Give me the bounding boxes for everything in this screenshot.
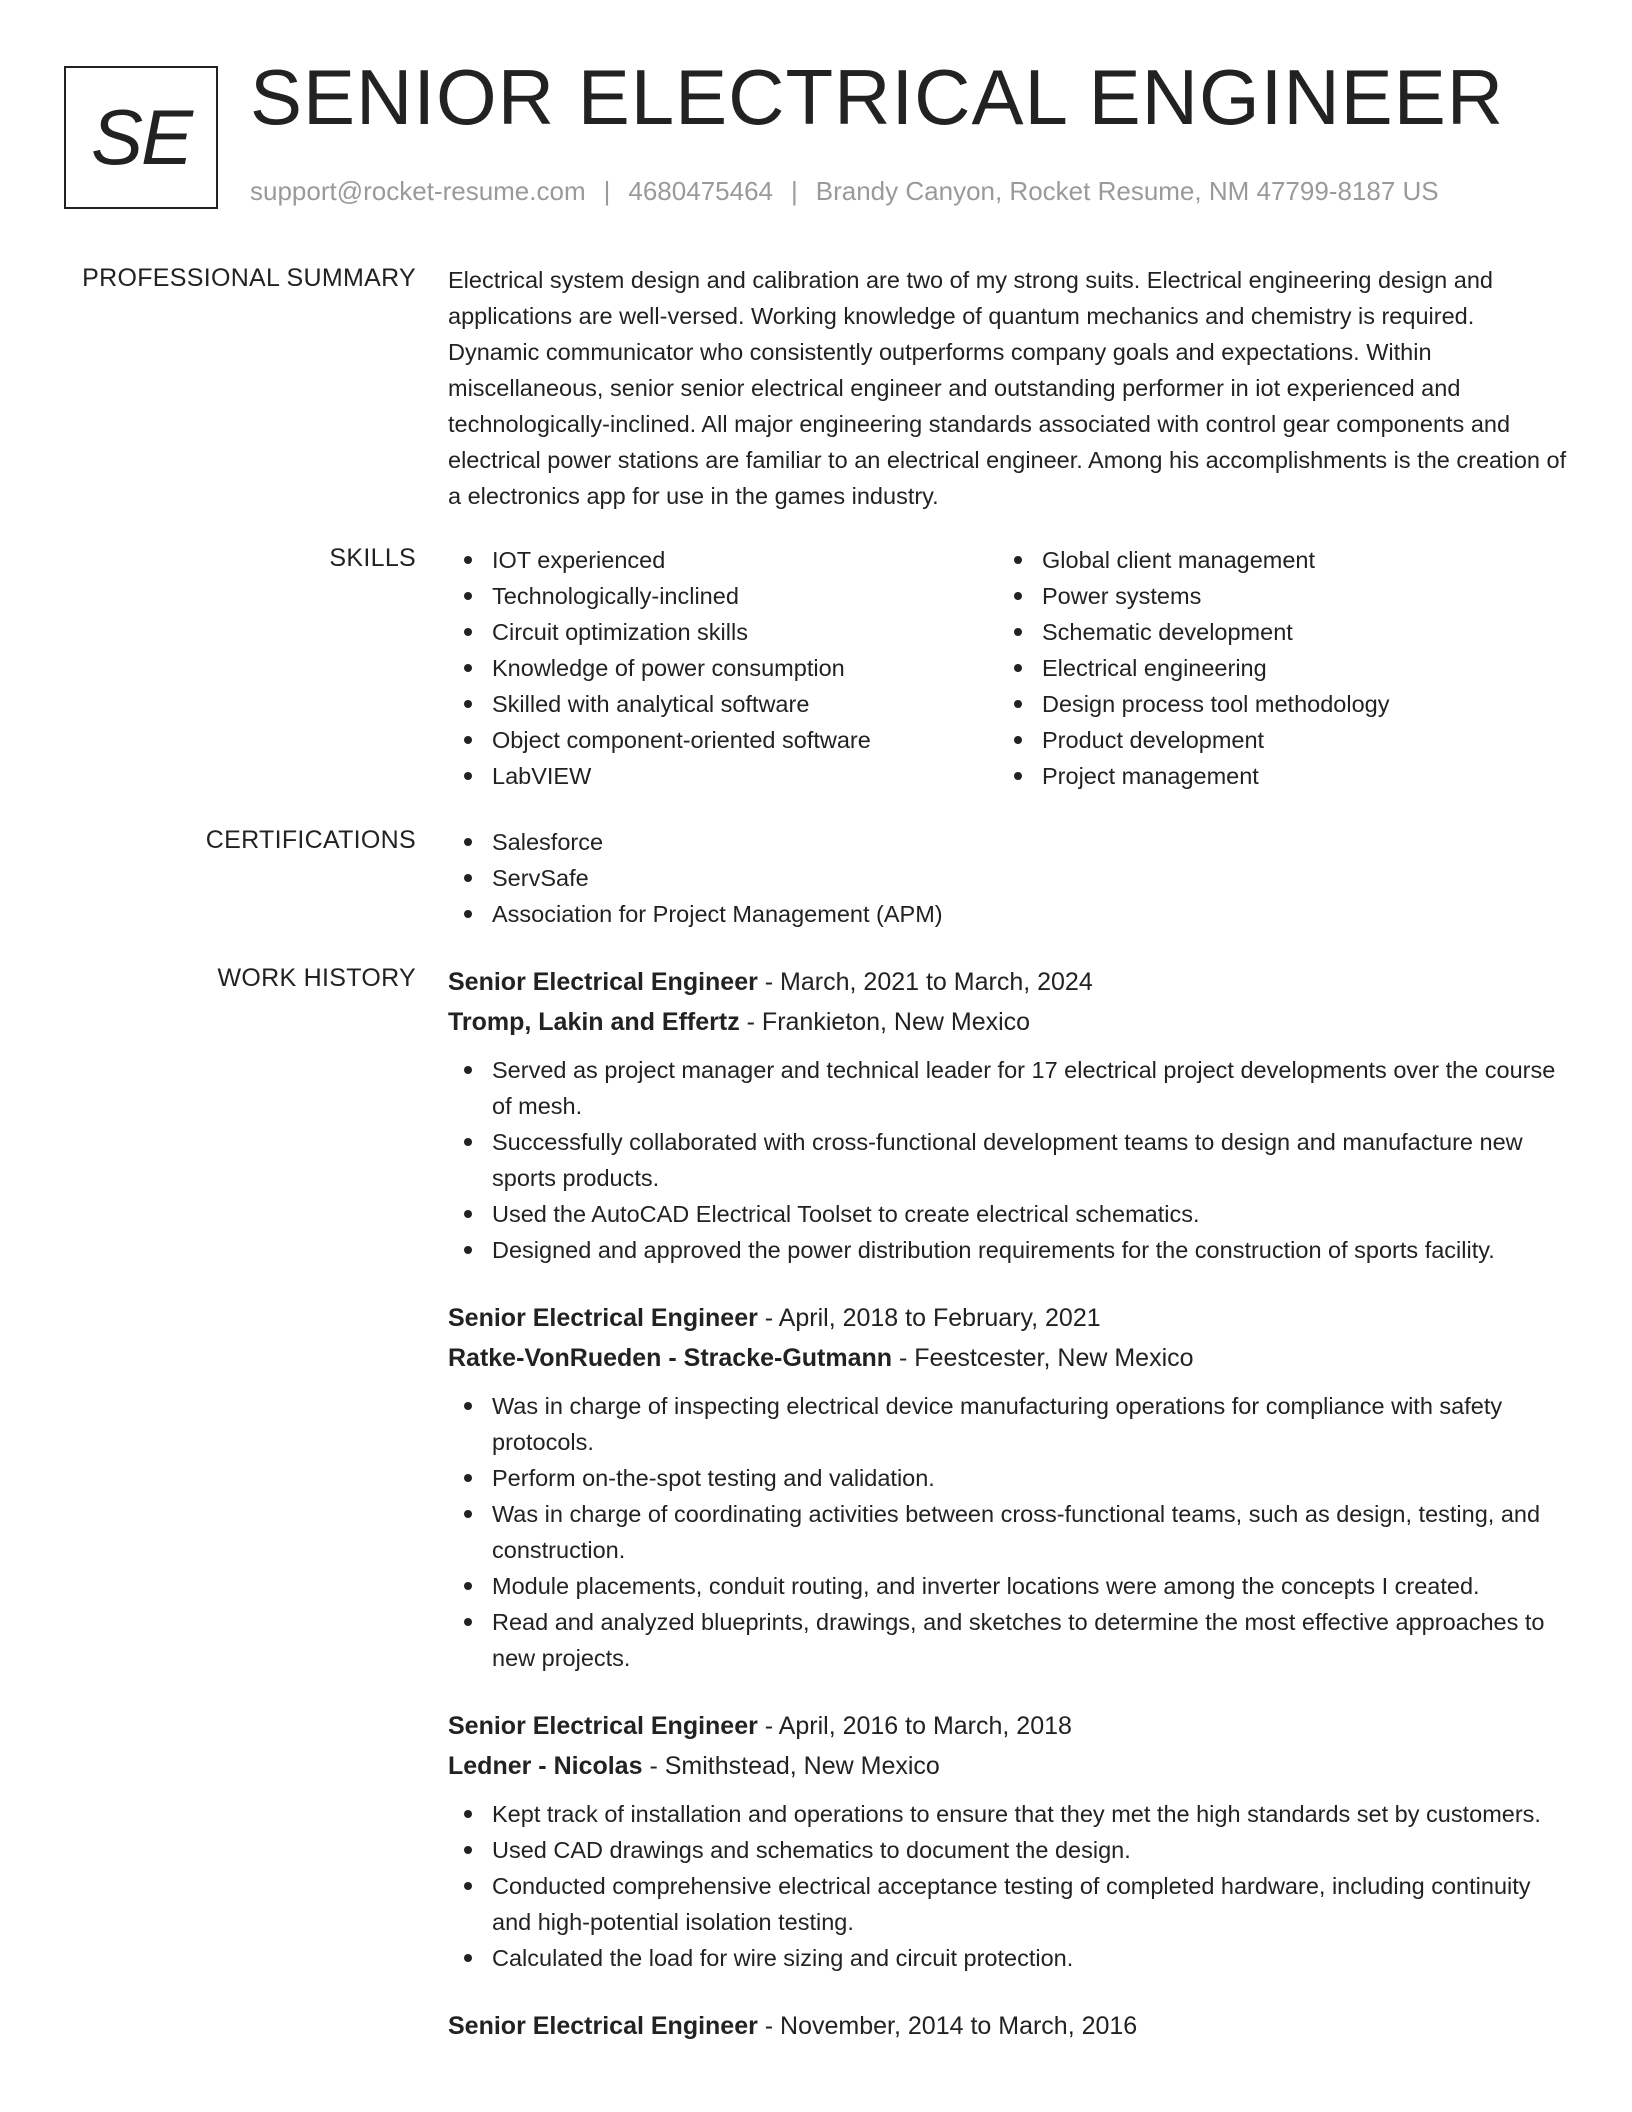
job-dates: - March, 2021 to March, 2024 bbox=[757, 968, 1093, 996]
summary-heading: PROFESSIONAL SUMMARY bbox=[82, 264, 416, 292]
job-entry bbox=[448, 962, 1568, 1268]
certifications-heading: CERTIFICATIONS bbox=[205, 826, 416, 854]
work-history-heading: WORK HISTORY bbox=[217, 964, 416, 992]
job-title: Senior Electrical Engineer bbox=[448, 1712, 758, 1740]
summary-text: Electrical system design and calibration are two of my strong suits. Electrical engineering design and applications are well-versed. Working knowledge of quantum mechanics and chemistry is required. Dynamic communicator who consistently outperforms company goals and expectations. Within miscellaneous, senior senior electrical engineer and outstanding performer in iot experienced and technologically-inclined. All major engineering standards associated with control gear components and electrical power stations are familiar to an electrical engineer. Among his accomplishments is the creation of a electronics app for use in the games industry. bbox=[448, 267, 1567, 509]
job-duties bbox=[448, 1796, 1568, 1976]
duty-item: Served as project manager and technical leader for 17 electrical project developments over the course of mesh. bbox=[448, 1052, 1568, 1124]
duty-item: Module placements, conduit routing, and inverter locations were among the concepts I created. bbox=[448, 1568, 1568, 1604]
job-company-line bbox=[448, 1746, 1568, 1786]
monogram-logo bbox=[64, 66, 218, 209]
job-company-line bbox=[448, 1338, 1568, 1378]
job-duties bbox=[448, 1052, 1568, 1268]
skill-item: Technologically-inclined bbox=[448, 578, 998, 614]
job-title: Senior Electrical Engineer bbox=[448, 2012, 758, 2040]
certification-item: ServSafe bbox=[448, 860, 1568, 896]
skill-item: Electrical engineering bbox=[998, 650, 1548, 686]
job-location: - Frankieton, New Mexico bbox=[739, 1008, 1031, 1036]
job-location: - Feestcester, New Mexico bbox=[892, 1344, 1194, 1372]
duty-item: Was in charge of inspecting electrical device manufacturing operations for compliance with safety protocols. bbox=[448, 1388, 1568, 1460]
duty-item: Conducted comprehensive electrical acceptance testing of completed hardware, including continuity and high-potential isolation testing. bbox=[448, 1868, 1568, 1940]
job-entry bbox=[448, 1298, 1568, 1676]
duty-item: Was in charge of coordinating activities between cross-functional teams, such as design, testing, and construction. bbox=[448, 1496, 1568, 1568]
certification-item: Association for Project Management (APM) bbox=[448, 896, 1568, 932]
job-title-line bbox=[448, 1298, 1568, 1338]
skill-item: Knowledge of power consumption bbox=[448, 650, 998, 686]
job-title-line bbox=[448, 962, 1568, 1002]
contact-separator: | bbox=[603, 176, 611, 206]
skill-item: Project management bbox=[998, 758, 1548, 794]
resume-body bbox=[0, 262, 1632, 2106]
job-entry bbox=[448, 2006, 1568, 2046]
duty-item: Used the AutoCAD Electrical Toolset to create electrical schematics. bbox=[448, 1196, 1568, 1232]
job-location: - Smithstead, New Mexico bbox=[642, 1752, 940, 1780]
duty-item: Kept track of installation and operations to ensure that they met the high standards set by customers. bbox=[448, 1796, 1568, 1832]
summary-section bbox=[0, 262, 1632, 514]
job-entry bbox=[448, 1706, 1568, 1976]
skills-list-right bbox=[998, 542, 1548, 794]
job-company-line bbox=[448, 1002, 1568, 1042]
certifications-section bbox=[0, 824, 1632, 932]
resume-title: SENIOR ELECTRICAL ENGINEER bbox=[250, 53, 1505, 141]
job-title: Senior Electrical Engineer bbox=[448, 1304, 758, 1332]
duty-item: Used CAD drawings and schematics to document the design. bbox=[448, 1832, 1568, 1868]
skill-item: Object component-oriented software bbox=[448, 722, 998, 758]
duty-item: Calculated the load for wire sizing and circuit protection. bbox=[448, 1940, 1568, 1976]
duty-item: Successfully collaborated with cross-functional development teams to design and manufacture new sports products. bbox=[448, 1124, 1568, 1196]
job-company: Ratke-VonRueden - Stracke-Gutmann bbox=[448, 1344, 893, 1372]
duty-item: Perform on-the-spot testing and validation. bbox=[448, 1460, 1568, 1496]
skill-item: Skilled with analytical software bbox=[448, 686, 998, 722]
job-company: Ledner - Nicolas bbox=[448, 1752, 643, 1780]
skill-item: Product development bbox=[998, 722, 1548, 758]
skill-item: Power systems bbox=[998, 578, 1548, 614]
monogram-initials: SE bbox=[90, 93, 192, 181]
skill-item: Circuit optimization skills bbox=[448, 614, 998, 650]
job-dates: - April, 2016 to March, 2018 bbox=[757, 1712, 1072, 1740]
skill-item: IOT experienced bbox=[448, 542, 998, 578]
contact-address: Brandy Canyon, Rocket Resume, NM 47799-8187 US bbox=[815, 176, 1439, 206]
certification-item: Salesforce bbox=[448, 824, 1568, 860]
skills-heading: SKILLS bbox=[329, 544, 416, 572]
contact-phone[interactable]: 4680475464 bbox=[628, 176, 773, 206]
job-title-line bbox=[448, 1706, 1568, 1746]
skill-item: LabVIEW bbox=[448, 758, 998, 794]
contact-line bbox=[250, 176, 1439, 207]
contact-email[interactable]: support@rocket-resume.com bbox=[250, 176, 586, 206]
work-history-section bbox=[0, 962, 1632, 2076]
job-company: Tromp, Lakin and Effertz bbox=[448, 1008, 740, 1036]
duty-item: Read and analyzed blueprints, drawings, and sketches to determine the most effective approaches to new projects. bbox=[448, 1604, 1568, 1676]
duty-item: Designed and approved the power distribution requirements for the construction of sports facility. bbox=[448, 1232, 1568, 1268]
job-title-line bbox=[448, 2006, 1568, 2046]
job-dates: - November, 2014 to March, 2016 bbox=[757, 2012, 1138, 2040]
job-dates: - April, 2018 to February, 2021 bbox=[757, 1304, 1101, 1332]
skill-item: Design process tool methodology bbox=[998, 686, 1548, 722]
certifications-list bbox=[448, 824, 1568, 932]
job-title: Senior Electrical Engineer bbox=[448, 968, 758, 996]
skill-item: Global client management bbox=[998, 542, 1548, 578]
skill-item: Schematic development bbox=[998, 614, 1548, 650]
contact-separator: | bbox=[791, 176, 798, 206]
job-duties bbox=[448, 1388, 1568, 1676]
skills-section bbox=[0, 542, 1632, 794]
skills-list-left bbox=[448, 542, 998, 794]
